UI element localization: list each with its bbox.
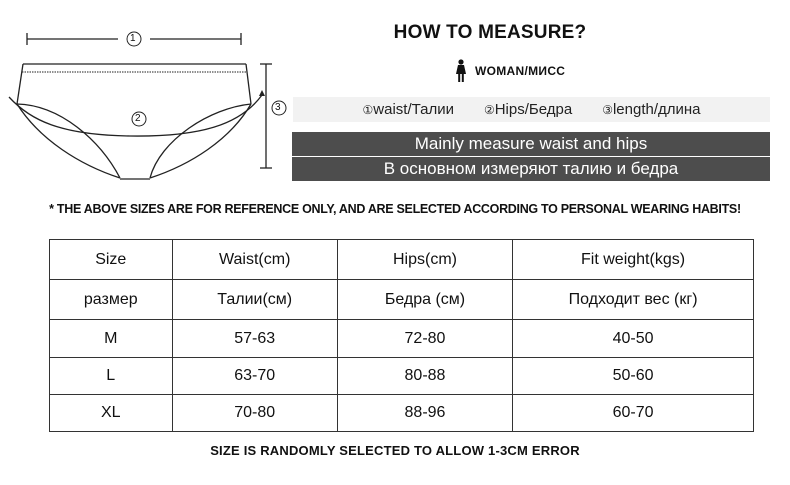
gender-indicator bbox=[455, 58, 565, 84]
header-cell: Бедра (см) bbox=[337, 280, 512, 320]
woman-icon bbox=[455, 59, 467, 83]
reference-note: * THE ABOVE SIZES ARE FOR REFERENCE ONLY, AND ARE SELECTED ACCORDING TO PERSONAL WEARING HABITS! bbox=[49, 202, 741, 216]
table-row bbox=[50, 358, 754, 395]
measurement-legend bbox=[293, 97, 770, 122]
garment-diagram bbox=[0, 0, 300, 190]
header-cell: Size bbox=[50, 240, 173, 280]
table-header-ru bbox=[50, 280, 754, 320]
header-cell: Waist(cm) bbox=[172, 240, 337, 280]
legend-item-length: ③length/длина bbox=[602, 101, 701, 118]
table-cell: 60-70 bbox=[513, 395, 754, 432]
legend-item-hips: ②Hips/Бедра bbox=[483, 101, 573, 118]
legend-item-waist: ①waist/Талии bbox=[362, 101, 454, 118]
table-cell: 63-70 bbox=[172, 358, 337, 395]
banner-russian: В основном измеряют талию и бедра bbox=[292, 157, 770, 181]
header-cell: размер bbox=[50, 280, 173, 320]
header-cell: Подходит вес (кг) bbox=[513, 280, 754, 320]
table-header-en bbox=[50, 240, 754, 280]
marker-length-num: 3 bbox=[275, 102, 281, 113]
table-cell: XL bbox=[50, 395, 173, 432]
size-table bbox=[49, 239, 754, 432]
error-note: SIZE IS RANDOMLY SELECTED TO ALLOW 1-3CM ERROR bbox=[210, 443, 580, 458]
table-row bbox=[50, 320, 754, 358]
gender-label: WOMAN/МИСС bbox=[475, 64, 566, 78]
table-row bbox=[50, 395, 754, 432]
table-cell: L bbox=[50, 358, 173, 395]
marker-waist-num: 1 bbox=[130, 33, 136, 44]
briefs-illustration bbox=[0, 0, 300, 190]
header-cell: Fit weight(kgs) bbox=[513, 240, 754, 280]
table-cell: 88-96 bbox=[337, 395, 512, 432]
marker-hips-num: 2 bbox=[135, 113, 141, 124]
page-title: HOW TO MEASURE? bbox=[393, 22, 587, 43]
table-cell: 80-88 bbox=[337, 358, 512, 395]
header-cell: Талии(см) bbox=[172, 280, 337, 320]
table-cell: 57-63 bbox=[172, 320, 337, 358]
table-cell: 50-60 bbox=[513, 358, 754, 395]
header-cell: Hips(cm) bbox=[337, 240, 512, 280]
table-cell: 70-80 bbox=[172, 395, 337, 432]
table-cell: M bbox=[50, 320, 173, 358]
table-cell: 40-50 bbox=[513, 320, 754, 358]
banner-english: Mainly measure waist and hips bbox=[292, 132, 770, 156]
table-cell: 72-80 bbox=[337, 320, 512, 358]
